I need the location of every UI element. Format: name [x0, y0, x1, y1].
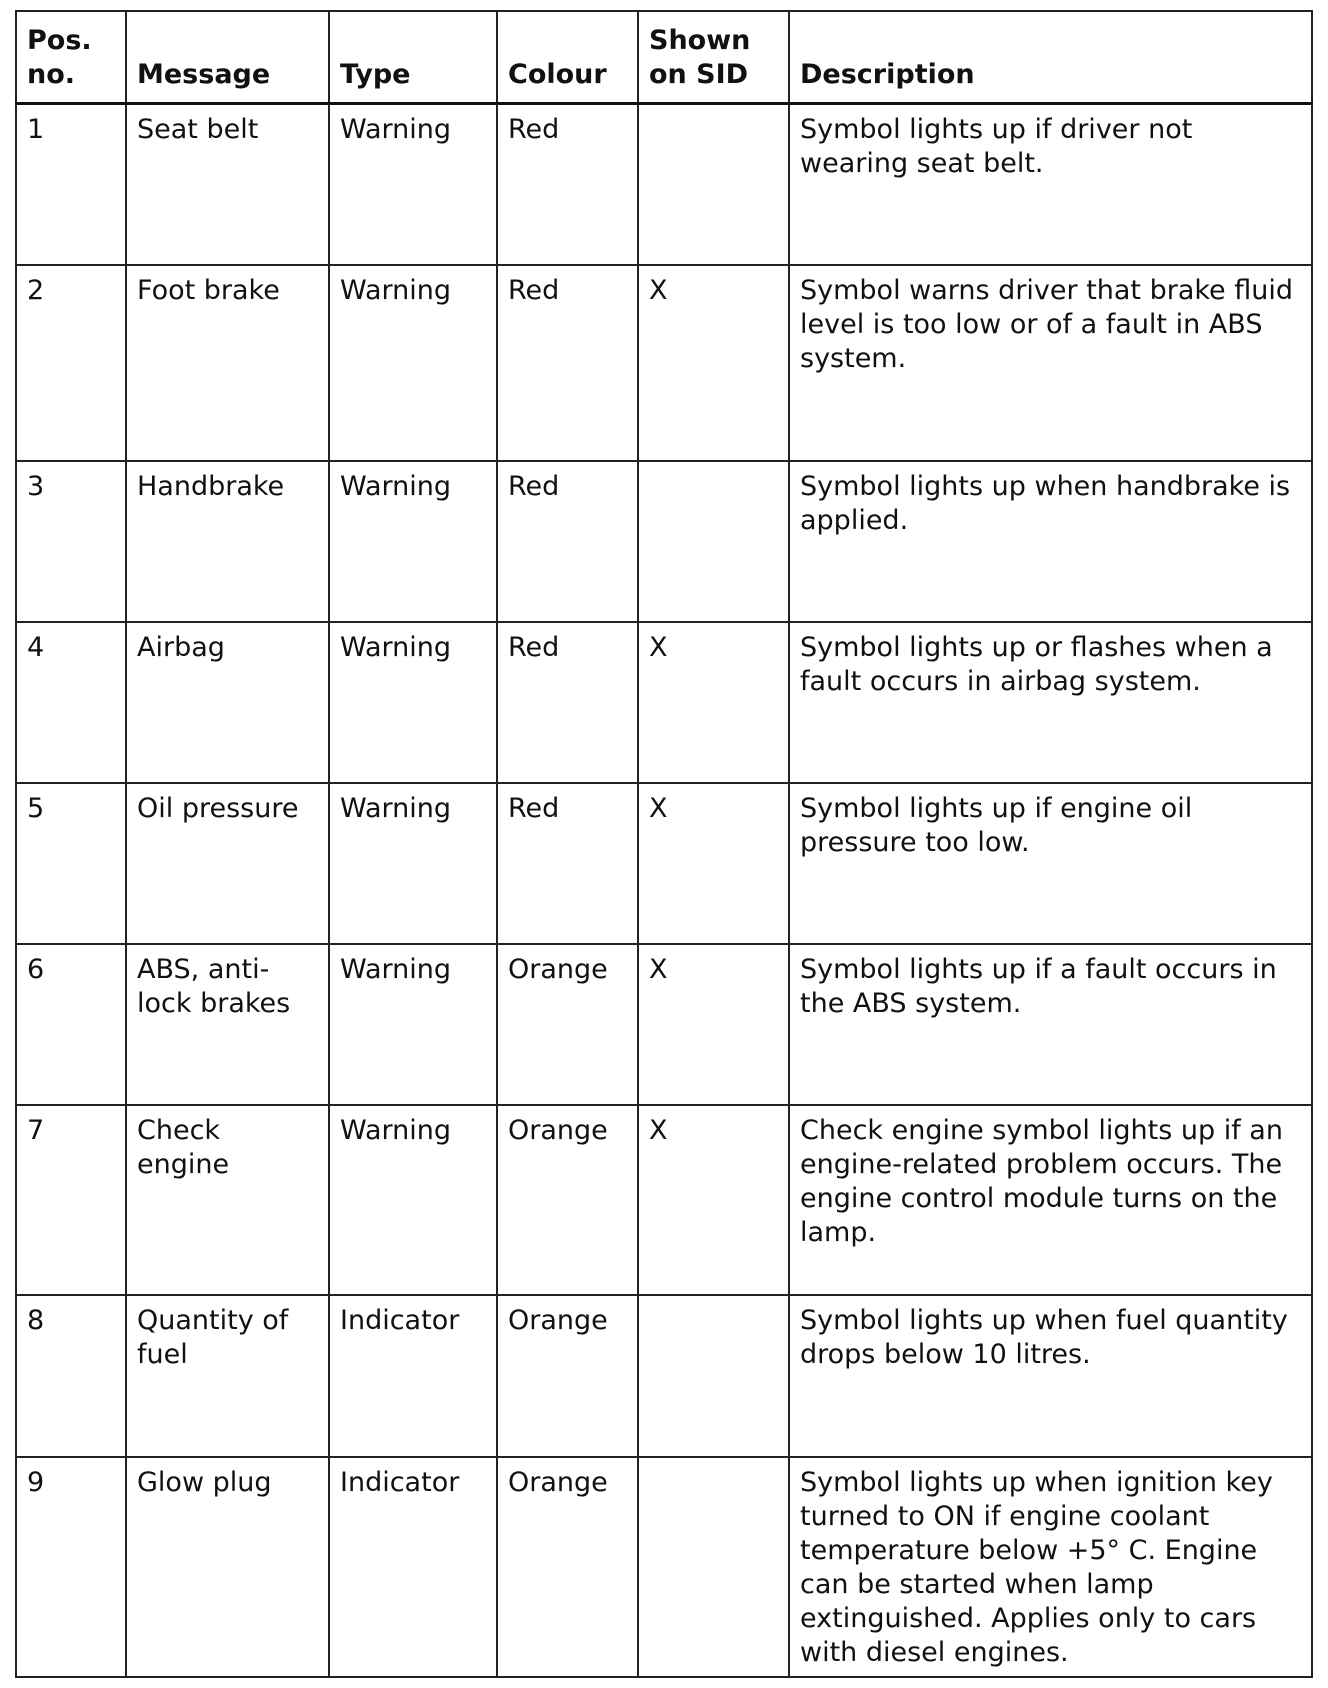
cell-shown-on-sid — [638, 461, 789, 622]
header-shown-on-sid-line-2: on SID — [649, 58, 749, 90]
table-row — [16, 265, 1312, 461]
warning-lamp-table — [15, 10, 1313, 1678]
header-message: Message — [126, 11, 329, 103]
cell-message: Foot brake — [126, 265, 329, 461]
cell-shown-on-sid: X — [638, 944, 789, 1105]
cell-pos-no: 7 — [16, 1105, 126, 1295]
table-row — [16, 461, 1312, 622]
header-type: Type — [329, 11, 497, 103]
header-pos-no — [16, 11, 126, 103]
header-pos-no-line-1: Pos. — [27, 24, 92, 56]
cell-description: Symbol lights up or flashes when a fault occurs in airbag system. — [789, 622, 1312, 783]
cell-type: Indicator — [329, 1295, 497, 1457]
cell-message: Quantity of fuel — [126, 1295, 329, 1457]
header-row — [16, 11, 1312, 103]
cell-description: Symbol lights up if driver not wearing seat belt. — [789, 103, 1312, 265]
cell-type: Warning — [329, 622, 497, 783]
cell-type: Warning — [329, 783, 497, 944]
table-row — [16, 1457, 1312, 1677]
cell-type: Warning — [329, 461, 497, 622]
cell-description: Symbol lights up when handbrake is applied. — [789, 461, 1312, 622]
cell-description: Symbol lights up when fuel quantity drops below 10 litres. — [789, 1295, 1312, 1457]
cell-colour: Orange — [497, 1105, 638, 1295]
header-shown-on-sid — [638, 11, 789, 103]
cell-message: Airbag — [126, 622, 329, 783]
cell-pos-no: 1 — [16, 103, 126, 265]
cell-colour: Red — [497, 622, 638, 783]
cell-message: Oil pressure — [126, 783, 329, 944]
cell-type: Indicator — [329, 1457, 497, 1677]
cell-type: Warning — [329, 103, 497, 265]
cell-message: Handbrake — [126, 461, 329, 622]
header-colour: Colour — [497, 11, 638, 103]
cell-description: Symbol lights up if a fault occurs in the ABS system. — [789, 944, 1312, 1105]
cell-colour: Red — [497, 265, 638, 461]
cell-pos-no: 6 — [16, 944, 126, 1105]
cell-shown-on-sid — [638, 103, 789, 265]
table-row — [16, 103, 1312, 265]
table-row — [16, 944, 1312, 1105]
cell-colour: Red — [497, 103, 638, 265]
cell-shown-on-sid — [638, 1295, 789, 1457]
cell-type: Warning — [329, 265, 497, 461]
cell-description: Symbol lights up if engine oil pressure too low. — [789, 783, 1312, 944]
cell-pos-no: 8 — [16, 1295, 126, 1457]
cell-shown-on-sid: X — [638, 622, 789, 783]
table-row — [16, 1105, 1312, 1295]
cell-type: Warning — [329, 1105, 497, 1295]
table-row — [16, 1295, 1312, 1457]
cell-shown-on-sid: X — [638, 1105, 789, 1295]
cell-shown-on-sid — [638, 1457, 789, 1677]
cell-message: Seat belt — [126, 103, 329, 265]
cell-shown-on-sid: X — [638, 265, 789, 461]
cell-description: Symbol lights up when ignition key turned to ON if engine coolant temperature below +5° C. Engine can be started when lamp extinguished. Applies only to cars with diesel engines. — [789, 1457, 1312, 1677]
cell-colour: Orange — [497, 1295, 638, 1457]
cell-pos-no: 9 — [16, 1457, 126, 1677]
cell-message: Check engine — [126, 1105, 329, 1295]
cell-message: ABS, anti-lock brakes — [126, 944, 329, 1105]
cell-description: Check engine symbol lights up if an engine-related problem occurs. The engine control module turns on the lamp. — [789, 1105, 1312, 1295]
cell-colour: Red — [497, 461, 638, 622]
header-description: Description — [789, 11, 1312, 103]
cell-type: Warning — [329, 944, 497, 1105]
cell-pos-no: 3 — [16, 461, 126, 622]
cell-pos-no: 4 — [16, 622, 126, 783]
table-row — [16, 622, 1312, 783]
cell-pos-no: 2 — [16, 265, 126, 461]
header-pos-no-line-2: no. — [27, 58, 76, 90]
header-shown-on-sid-line-1: Shown — [649, 24, 751, 56]
cell-colour: Orange — [497, 1457, 638, 1677]
table-row — [16, 783, 1312, 944]
cell-description: Symbol warns driver that brake fluid level is too low or of a fault in ABS system. — [789, 265, 1312, 461]
cell-message: Glow plug — [126, 1457, 329, 1677]
cell-shown-on-sid: X — [638, 783, 789, 944]
cell-colour: Orange — [497, 944, 638, 1105]
cell-pos-no: 5 — [16, 783, 126, 944]
cell-colour: Red — [497, 783, 638, 944]
